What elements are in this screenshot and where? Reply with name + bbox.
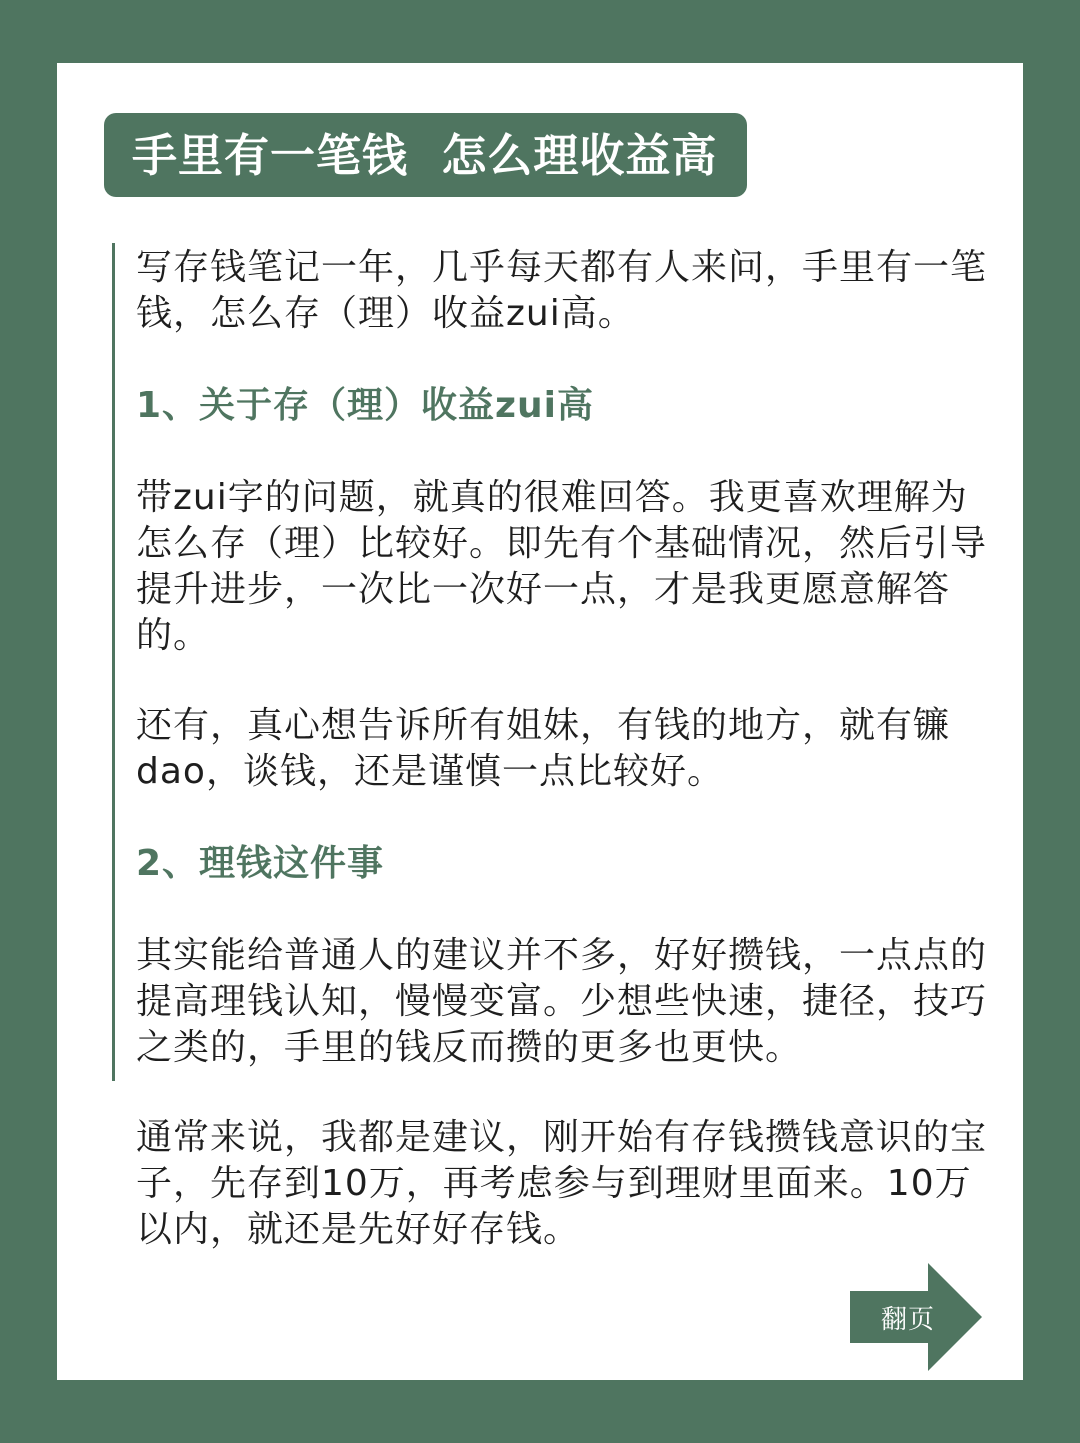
content-card bbox=[57, 63, 1023, 1380]
section-2-paragraph-1: 其实能给普通人的建议并不多，好好攒钱，一点点的提高理钱认知，慢慢变富。少想些快速，捷径，技巧之类的，手里的钱反而攒的更多也更快。 bbox=[136, 935, 988, 1068]
section-1-heading: 1、关于存（理）收益zui高 bbox=[136, 385, 594, 426]
left-accent-rule bbox=[112, 243, 115, 1081]
section-1-paragraph-2: 还有，真心想告诉所有姐妹，有钱的地方，就有镰dao，谈钱，还是谨慎一点比较好。 bbox=[136, 705, 951, 792]
section-2-paragraph-2: 通常来说，我都是建议，刚开始有存钱攒钱意识的宝子，先存到10万，再考虑参与到理财里面来。10万以内，就还是先好好存钱。 bbox=[136, 1117, 988, 1250]
page-title: 手里有一笔钱 怎么理收益高 bbox=[132, 128, 718, 182]
next-page-button[interactable] bbox=[850, 1263, 982, 1371]
intro-paragraph: 写存钱笔记一年，几乎每天都有人来问，手里有一笔钱，怎么存（理）收益zui高。 bbox=[136, 247, 988, 334]
article-body bbox=[136, 245, 996, 1253]
section-2-heading: 2、理钱这件事 bbox=[136, 843, 385, 884]
next-page-label: 翻页 bbox=[880, 1304, 935, 1335]
section-1-paragraph-1: 带zui字的问题，就真的很难回答。我更喜欢理解为 怎么存（理）比较好。即先有个基础情况，然后引导提升进步，一次比一次好一点，才是我更愿意解答的。 bbox=[136, 477, 988, 656]
title-banner bbox=[104, 113, 747, 197]
